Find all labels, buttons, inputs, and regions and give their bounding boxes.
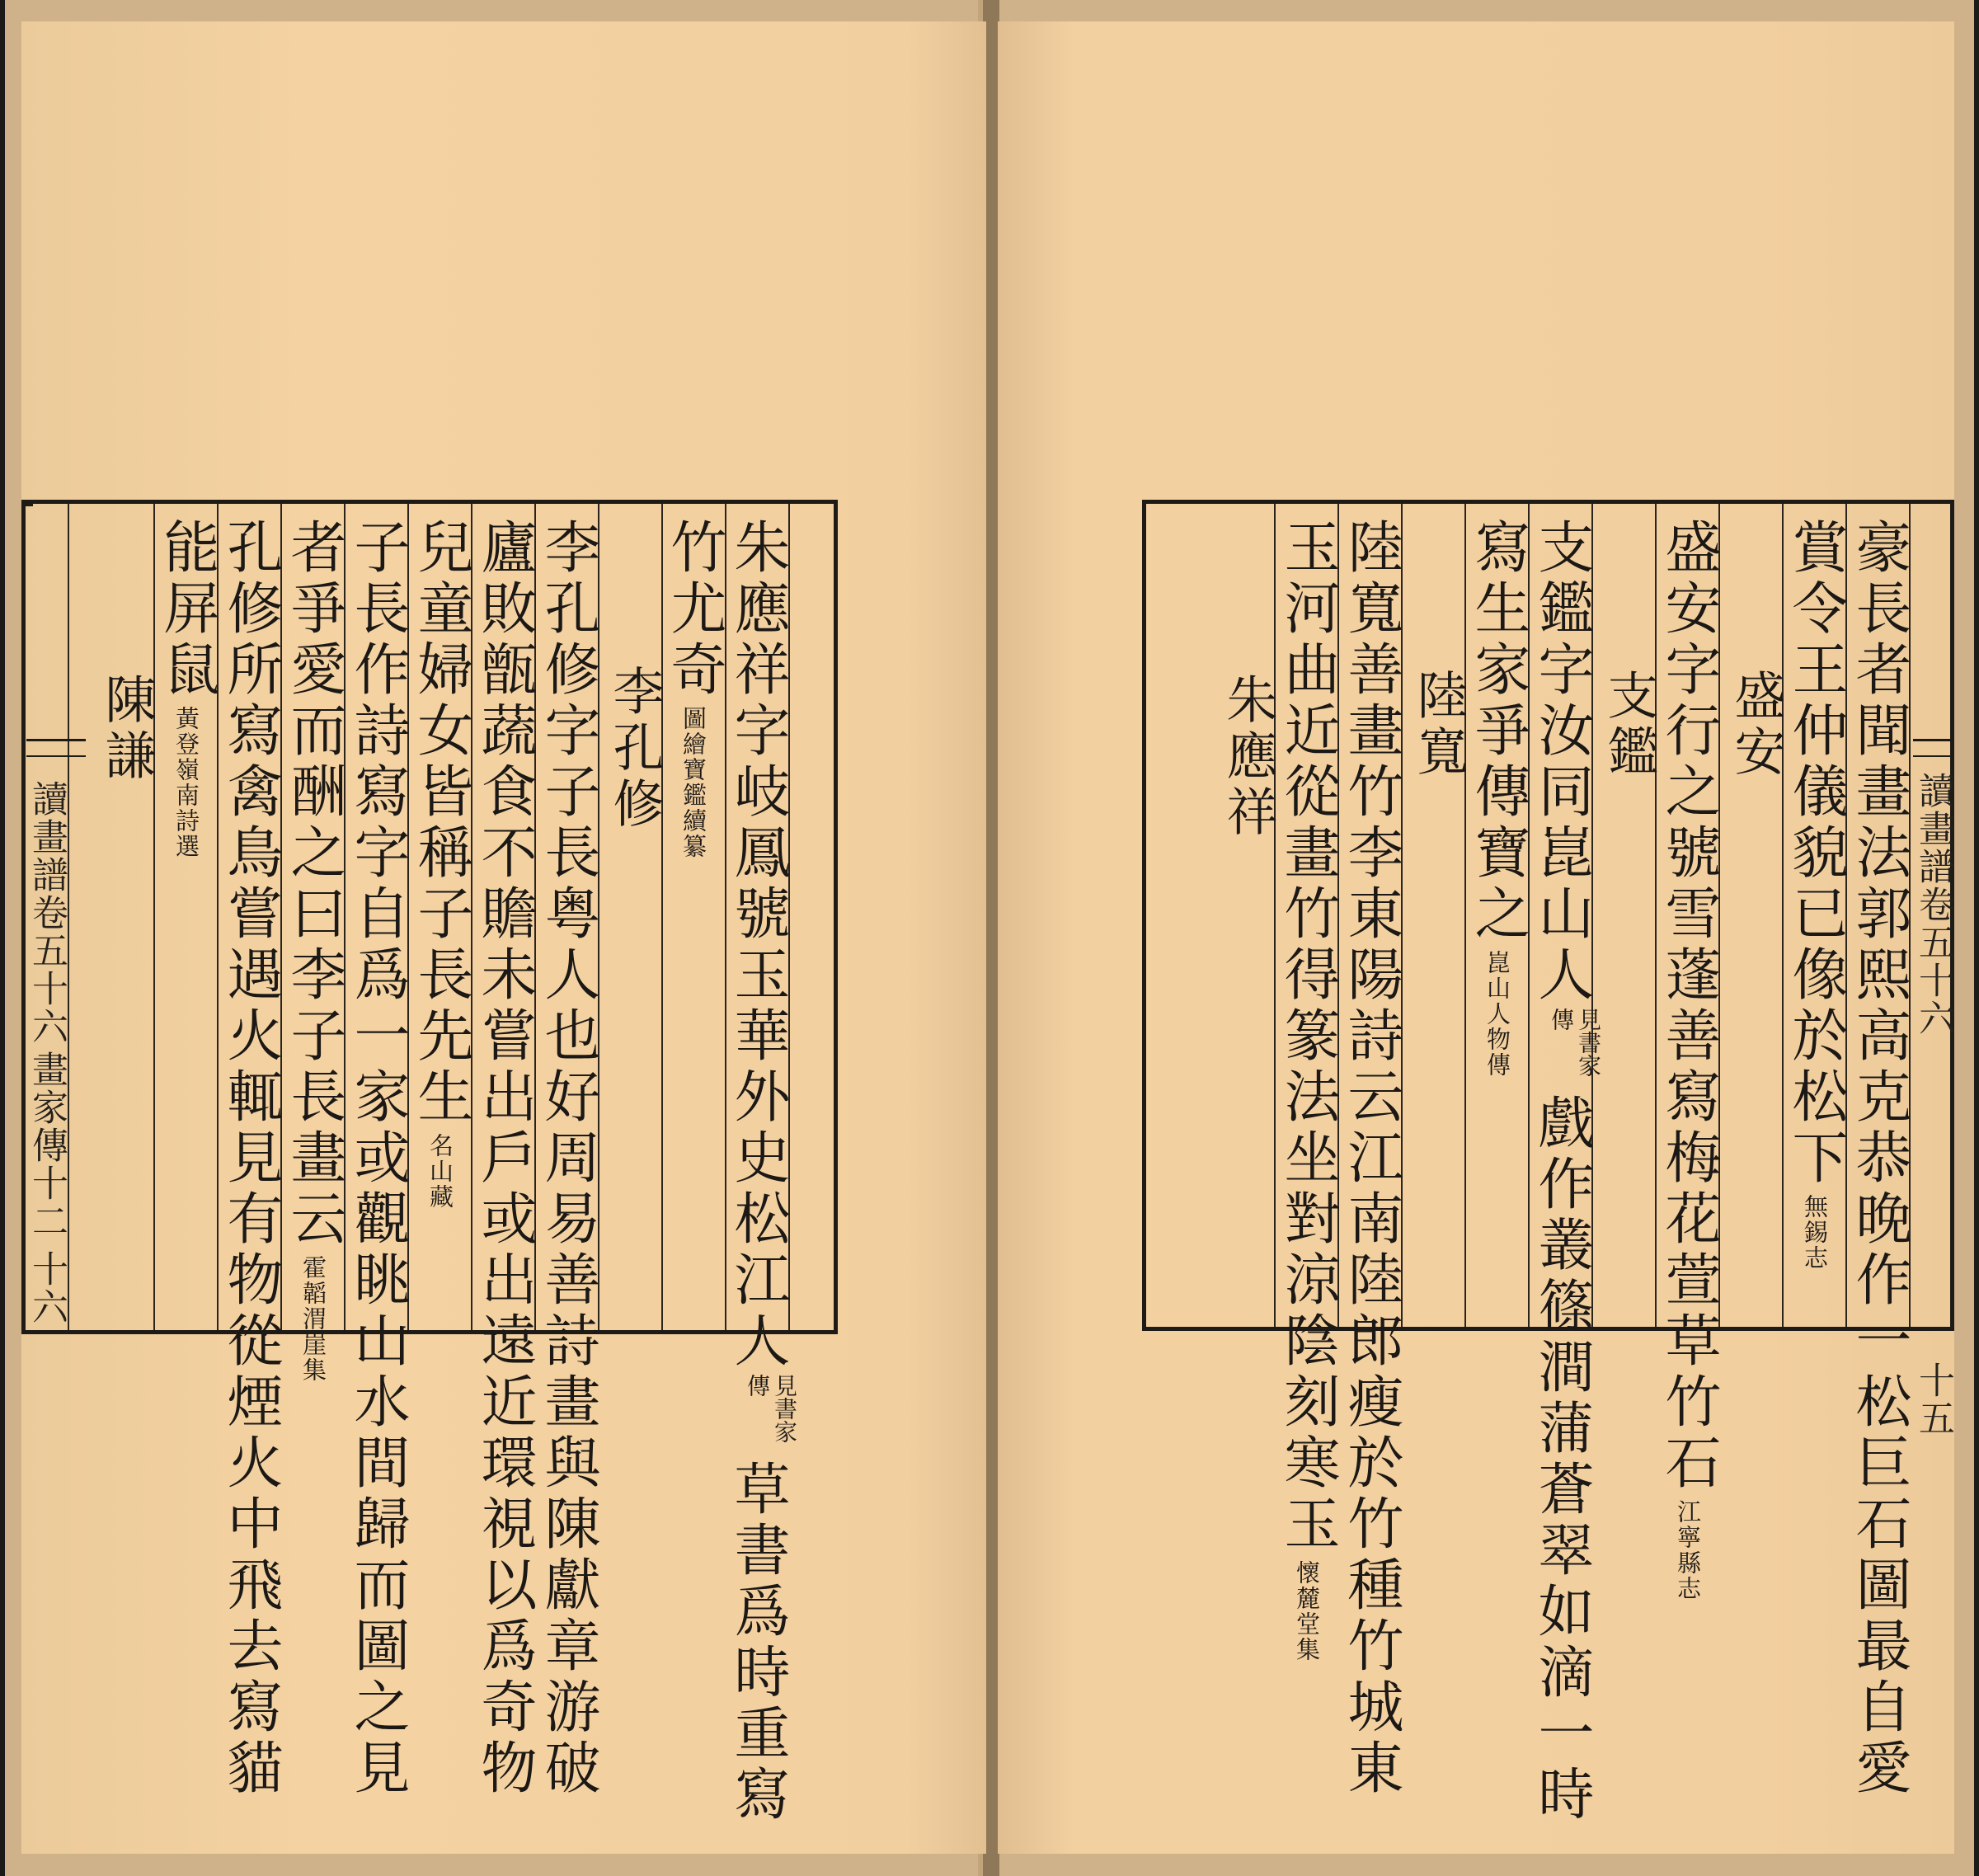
text-column-6: [1529, 518, 1603, 1826]
text-column-10: [154, 518, 219, 859]
inline-note: 霍韜渭崖集: [299, 1255, 327, 1383]
margin-page-number: [26, 1250, 68, 1326]
main-text: 能屏鼠: [154, 518, 219, 701]
biography-heading: [604, 665, 665, 833]
margin-page-number: [1912, 1361, 1954, 1437]
heading-text: 朱應祥: [1218, 673, 1278, 841]
margin-book-title: [1912, 772, 1954, 1037]
fish-tail-mark: [26, 739, 86, 757]
main-text: 戲作叢篠澗蒲蒼翠如滴一時: [1529, 1093, 1594, 1826]
biography-heading: [96, 673, 157, 785]
inline-note: 見書家傳: [1548, 1008, 1603, 1077]
main-text: 草書爲時重寫: [725, 1460, 790, 1826]
inline-note: 無錫志: [1801, 1194, 1829, 1271]
right-page: [998, 21, 1954, 1854]
text-column-2: [1783, 518, 1848, 1271]
biography-heading: [1408, 669, 1469, 781]
biography-heading: [1218, 673, 1278, 841]
main-text: 李孔修字子長粤人也好周易善詩畫與陳獻章游破: [535, 518, 600, 1799]
book-title: 讀畫譜卷五十六: [26, 780, 68, 1046]
book-title: 讀畫譜卷五十六: [1912, 772, 1954, 1037]
text-column-9: [1338, 518, 1403, 1799]
inline-note: 崑山人物傳: [1483, 950, 1511, 1078]
text-column-7: [1465, 518, 1530, 1078]
fish-tail-mark: [1913, 755, 1953, 773]
inline-note: 名山藏: [426, 1133, 454, 1210]
inline-note: 圖繪寶鑑續纂: [679, 706, 707, 859]
main-text: 竹尤奇: [661, 518, 726, 701]
heading-text: 盛安: [1726, 669, 1786, 781]
main-text: 兒童婦女皆稱子長先生: [408, 518, 473, 1128]
biography-heading: [1726, 669, 1786, 781]
section-title: 畫家傳十二: [26, 1051, 68, 1240]
heading-text: 陸寬: [1408, 669, 1469, 781]
text-column-4: [1656, 518, 1721, 1601]
margin-section: [26, 1051, 68, 1240]
biography-heading: [1599, 669, 1659, 781]
left-page: [21, 21, 986, 1854]
right-page-edge: [1974, 0, 1979, 1876]
page-number: 十五: [1912, 1361, 1954, 1437]
main-text: 陸寬善畫竹李東陽詩云江南陸郎瘦於竹種竹城東: [1338, 518, 1403, 1799]
text-column-7: [345, 518, 410, 1799]
margin-book-title: [26, 780, 68, 1046]
main-text: 豪長者聞畫法郭熙高克恭晚作一松巨石圖最自愛: [1846, 518, 1911, 1799]
left-frame-top: [21, 500, 33, 506]
heading-text: 支鑑: [1599, 669, 1659, 781]
text-column-1: [725, 518, 799, 1826]
text-column-5: [472, 518, 537, 1799]
text-column-1: [1846, 518, 1911, 1799]
main-text: 子長作詩寫字自爲一家或觀眺山水間歸而圖之見: [345, 518, 410, 1799]
main-text: 寫生家爭傳寶之: [1465, 518, 1530, 945]
inline-note: 見書家傳: [744, 1374, 799, 1443]
main-text: 盛安字行之號雪蓬善寫梅花萱草竹石: [1656, 518, 1721, 1494]
text-column-2: [661, 518, 726, 859]
inline-note: 懷麓堂集: [1293, 1560, 1321, 1662]
heading-text: 陳謙: [96, 673, 157, 785]
inline-note: 黃登嶺南詩選: [172, 706, 200, 859]
margin-rule: [68, 504, 69, 1330]
fish-tail-mark: [1913, 739, 1953, 757]
main-text: 朱應祥字岐鳳號玉華外史松江人: [725, 518, 790, 1372]
text-column-10: [1275, 518, 1340, 1662]
text-column-8: [281, 518, 346, 1383]
main-text: 賞令王仲儀貌已像於松下: [1783, 518, 1848, 1189]
left-page-edge: [0, 0, 5, 1876]
main-text: 玉河曲近從畫竹得篆法坐對涼陰刻寒玉: [1275, 518, 1340, 1555]
text-column-4: [535, 518, 600, 1799]
heading-text: 李孔修: [604, 665, 665, 833]
main-text: 孔修所寫禽鳥嘗遇火輒見有物從煙火中飛去寫貓: [218, 518, 283, 1799]
text-column-9: [218, 518, 283, 1799]
inline-note: 江寧縣志: [1674, 1499, 1702, 1601]
fish-tail-mark: [26, 755, 86, 773]
text-column-6: [408, 518, 473, 1210]
main-text: 者爭愛而酬之曰李子長畫云: [281, 518, 346, 1250]
page-number: 十六: [26, 1250, 68, 1326]
main-text: 支鑑字汝同崑山人: [1529, 518, 1594, 1006]
main-text: 廬敗甑蔬食不贍未嘗出戶或出遠近環視以爲奇物: [472, 518, 537, 1799]
